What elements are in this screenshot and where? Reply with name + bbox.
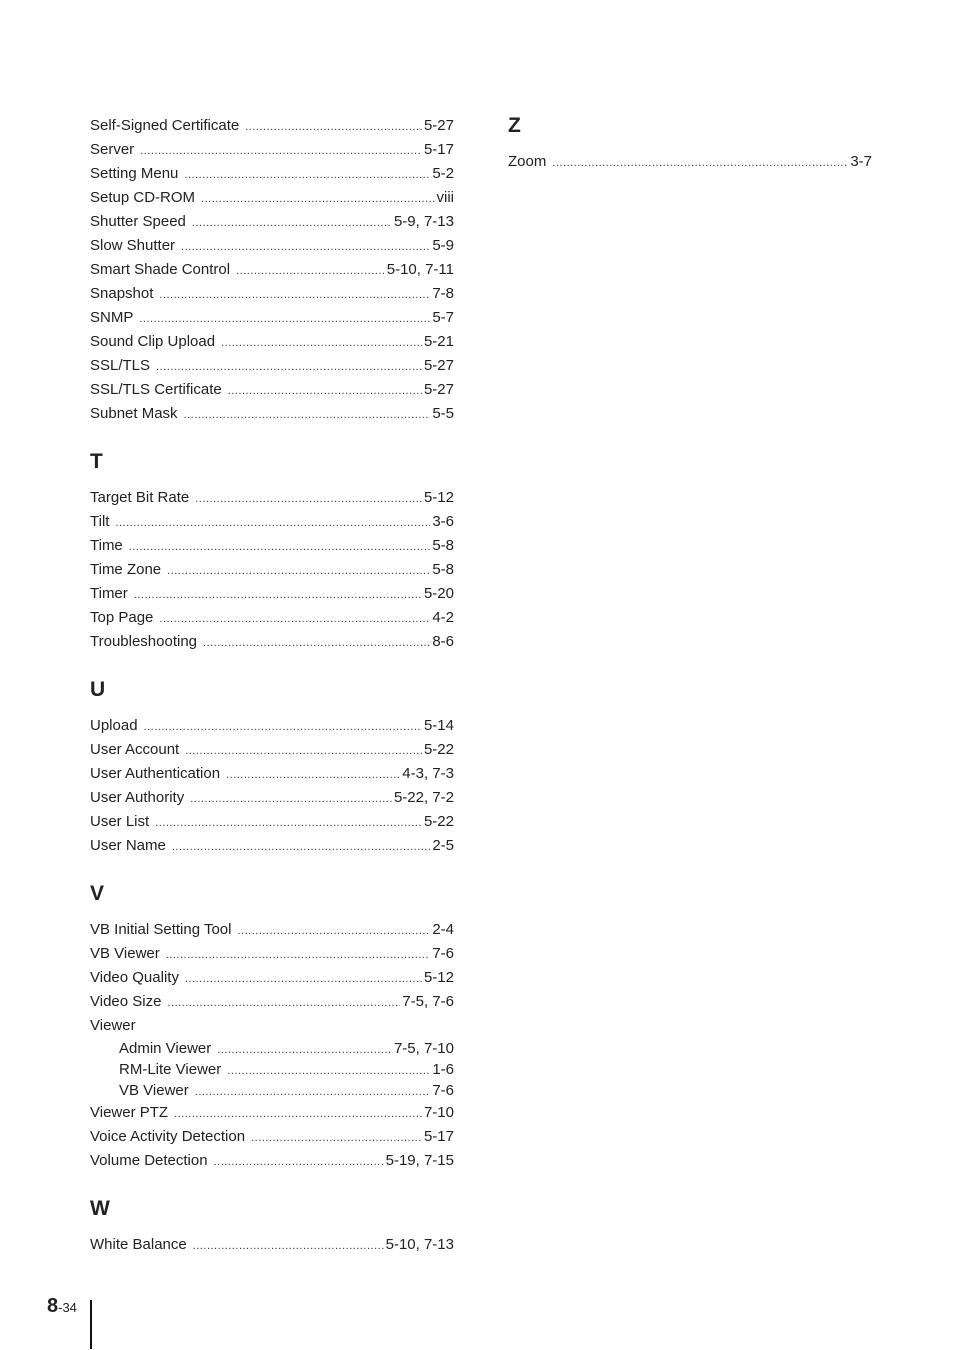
leader-dots	[184, 163, 430, 187]
entry-page: 5-12	[423, 489, 454, 506]
leader-dots	[227, 1061, 430, 1082]
leader-dots	[134, 583, 422, 607]
entry-term: VB Viewer	[90, 945, 160, 962]
section-u-entries	[90, 714, 454, 858]
chapter-number: 8	[47, 1295, 59, 1317]
leader-dots	[214, 1150, 384, 1174]
index-entry	[90, 354, 454, 378]
index-entry	[90, 582, 454, 606]
section-heading-w: W	[90, 1197, 110, 1220]
index-entry	[90, 510, 454, 534]
index-entry	[90, 558, 454, 582]
section-s-entries	[90, 114, 454, 426]
leader-dots	[192, 211, 392, 235]
entry-page: 5-14	[423, 717, 454, 734]
section-t-entries	[90, 486, 454, 654]
index-entry	[90, 162, 454, 186]
entry-term: Tilt	[90, 513, 110, 530]
entry-page: 4-2	[432, 609, 454, 626]
entry-term: Time	[90, 537, 123, 554]
entry-page: 5-10, 7-13	[385, 1236, 454, 1253]
index-entry	[90, 402, 454, 426]
entry-page: 5-7	[432, 309, 454, 326]
entry-term: Video Quality	[90, 969, 179, 986]
index-subentry	[90, 1080, 454, 1101]
index-entry	[90, 330, 454, 354]
entry-term: Setup CD-ROM	[90, 189, 196, 206]
index-entry	[90, 534, 454, 558]
leader-dots	[172, 835, 430, 859]
index-subentry	[90, 1038, 454, 1059]
leader-dots	[159, 283, 430, 307]
entry-term: Time Zone	[90, 561, 162, 578]
entry-term: Upload	[90, 717, 138, 734]
index-entry	[90, 306, 454, 330]
entry-term: Target Bit Rate	[90, 489, 190, 506]
index-entry	[90, 210, 454, 234]
leader-dots	[185, 739, 422, 763]
leader-dots	[245, 115, 422, 139]
index-entry	[90, 990, 454, 1014]
entry-page: 5-27	[423, 381, 454, 398]
index-entry	[90, 1101, 454, 1125]
entry-page: 5-12	[423, 969, 454, 986]
entry-page: 7-8	[432, 285, 454, 302]
entry-term: Self-Signed Certificate	[90, 117, 240, 134]
entry-page: 5-21	[423, 333, 454, 350]
entry-term: Snapshot	[90, 285, 154, 302]
index-entry	[90, 738, 454, 762]
leader-dots	[156, 355, 422, 379]
index-entry	[90, 966, 454, 990]
entry-page: 8-6	[432, 633, 454, 650]
index-entry-parent	[90, 1014, 454, 1038]
entry-term: User Authority	[90, 789, 185, 806]
leader-dots	[181, 235, 430, 259]
section-heading-z: Z	[508, 114, 521, 137]
entry-term: User Authentication	[90, 765, 221, 782]
entry-term: User Name	[90, 837, 166, 854]
entry-term: SSL/TLS	[90, 357, 151, 374]
entry-term: VB Viewer	[119, 1082, 189, 1099]
index-entry	[90, 282, 454, 306]
index-entry	[90, 606, 454, 630]
entry-page: 7-6	[432, 945, 454, 962]
index-entry	[90, 486, 454, 510]
leader-dots	[144, 715, 422, 739]
leader-dots	[190, 787, 392, 811]
leader-dots	[217, 1040, 392, 1061]
leader-dots	[236, 259, 385, 283]
entry-term: White Balance	[90, 1236, 187, 1253]
leader-dots	[140, 139, 422, 163]
index-entry	[90, 234, 454, 258]
entry-page: 5-8	[432, 537, 454, 554]
entry-page: 2-5	[432, 837, 454, 854]
entry-term: Volume Detection	[90, 1152, 208, 1169]
leader-dots	[139, 307, 430, 331]
entry-page: 5-9	[432, 237, 454, 254]
entry-term: VB Initial Setting Tool	[90, 921, 232, 938]
entry-term: Shutter Speed	[90, 213, 186, 230]
index-entry	[90, 762, 454, 786]
entry-page: 5-8	[432, 561, 454, 578]
entry-page: 5-27	[423, 357, 454, 374]
page-number	[47, 1295, 77, 1349]
index-entry	[90, 186, 454, 210]
index-entry	[90, 138, 454, 162]
leader-dots	[552, 151, 848, 175]
entry-page: 5-10, 7-11	[386, 261, 454, 278]
entry-term: Viewer	[90, 1017, 136, 1034]
entry-term: Admin Viewer	[119, 1040, 212, 1057]
entry-page: viii	[436, 189, 454, 206]
entry-term: Sound Clip Upload	[90, 333, 216, 350]
entry-term: Smart Shade Control	[90, 261, 231, 278]
entry-term: Slow Shutter	[90, 237, 176, 254]
entry-term: Voice Activity Detection	[90, 1128, 246, 1145]
entry-page: 3-7	[850, 153, 872, 170]
footer-divider	[90, 1300, 92, 1349]
index-entry	[90, 1125, 454, 1149]
entry-page: 5-9, 7-13	[393, 213, 454, 230]
leader-dots	[167, 991, 400, 1015]
leader-dots	[159, 607, 430, 631]
entry-page: 7-5, 7-6	[402, 993, 454, 1010]
entry-page: 1-6	[432, 1061, 454, 1078]
entry-term: SNMP	[90, 309, 134, 326]
index-left-column	[90, 114, 454, 1257]
leader-dots	[195, 1082, 431, 1103]
index-entry	[90, 918, 454, 942]
leader-dots	[129, 535, 431, 559]
entry-page: 2-4	[432, 921, 454, 938]
entry-page: 7-5, 7-10	[393, 1040, 454, 1057]
entry-term: Timer	[90, 585, 128, 602]
index-entry	[90, 378, 454, 402]
entry-term: User Account	[90, 741, 180, 758]
entry-page: 7-6	[432, 1082, 454, 1099]
leader-dots	[167, 559, 430, 583]
index-entry	[90, 114, 454, 138]
entry-term: RM-Lite Viewer	[119, 1061, 222, 1078]
entry-page: 5-17	[423, 141, 454, 158]
entry-term: Troubleshooting	[90, 633, 198, 650]
leader-dots	[166, 943, 431, 967]
leader-dots	[203, 631, 430, 655]
entry-term: Top Page	[90, 609, 154, 626]
entry-page: 5-19, 7-15	[385, 1152, 454, 1169]
leader-dots	[221, 331, 422, 355]
section-w-entries	[90, 1233, 454, 1257]
entry-page: 5-22, 7-2	[393, 789, 454, 806]
entry-page: 5-22	[423, 741, 454, 758]
index-entry	[90, 834, 454, 858]
leader-dots	[228, 379, 422, 403]
entry-page: 5-20	[423, 585, 454, 602]
section-heading-t: T	[90, 450, 103, 473]
index-subentry	[90, 1059, 454, 1080]
entry-term: SSL/TLS Certificate	[90, 381, 222, 398]
entry-term: Video Size	[90, 993, 162, 1010]
leader-dots	[174, 1102, 422, 1126]
index-entry	[90, 810, 454, 834]
section-heading-v: V	[90, 882, 105, 905]
index-entry	[90, 1233, 454, 1257]
entry-page: 5-22	[423, 813, 454, 830]
leader-dots	[226, 763, 400, 787]
index-entry	[90, 1149, 454, 1173]
leader-dots	[193, 1234, 384, 1258]
index-entry	[508, 150, 872, 174]
entry-term: Viewer PTZ	[90, 1104, 169, 1121]
index-entry	[90, 942, 454, 966]
leader-dots	[184, 403, 431, 427]
leader-dots	[115, 511, 430, 535]
entry-term: Setting Menu	[90, 165, 179, 182]
entry-page: 5-5	[432, 405, 454, 422]
section-v-entries	[90, 918, 454, 1173]
index-entry	[90, 786, 454, 810]
leader-dots	[237, 919, 430, 943]
index-entry	[90, 714, 454, 738]
entry-term: Zoom	[508, 153, 547, 170]
index-entry	[90, 630, 454, 654]
entry-page: 5-27	[423, 117, 454, 134]
entry-term: Server	[90, 141, 135, 158]
entry-page: 5-17	[423, 1128, 454, 1145]
leader-dots	[155, 811, 422, 835]
section-z-entries	[508, 150, 872, 174]
entry-page: 4-3, 7-3	[402, 765, 454, 782]
leader-dots	[251, 1126, 422, 1150]
entry-page: 3-6	[432, 513, 454, 530]
entry-term: User List	[90, 813, 150, 830]
page-suffix: -34	[58, 1300, 77, 1315]
entry-page: 7-10	[423, 1104, 454, 1121]
entry-page: 5-2	[432, 165, 454, 182]
section-heading-u: U	[90, 678, 106, 701]
leader-dots	[185, 967, 422, 991]
entry-term: Subnet Mask	[90, 405, 178, 422]
index-right-column	[508, 114, 872, 174]
leader-dots	[195, 487, 422, 511]
leader-dots	[201, 187, 434, 211]
index-entry	[90, 258, 454, 282]
